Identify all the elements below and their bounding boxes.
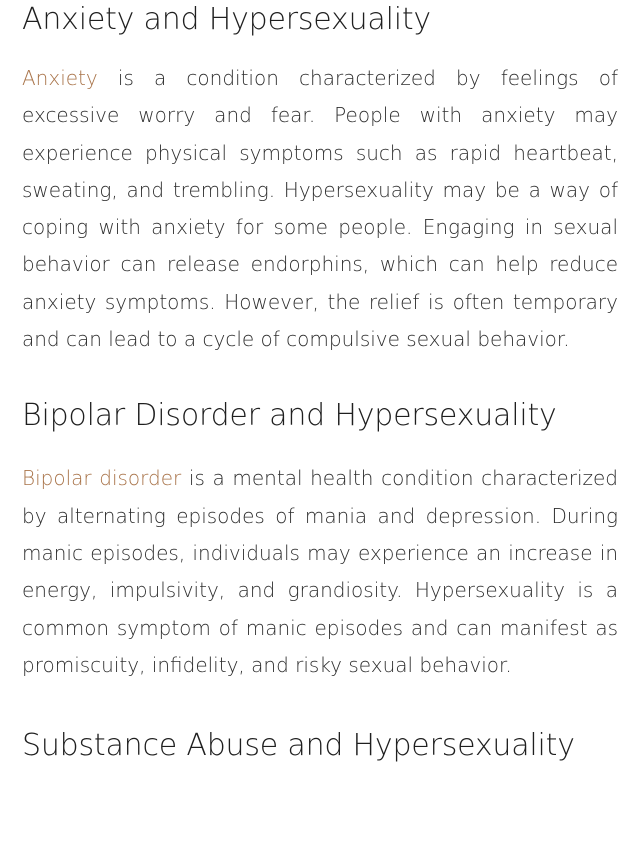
anxiety-link[interactable]: Anxiety bbox=[22, 66, 98, 90]
section-paragraph-bipolar bbox=[22, 460, 618, 684]
section-heading-anxiety: Anxiety and Hypersexuality bbox=[22, 2, 431, 37]
article-content bbox=[22, 0, 618, 766]
section-paragraph-anxiety bbox=[22, 60, 618, 358]
bipolar-disorder-link[interactable]: Bipolar disorder bbox=[22, 466, 182, 491]
section-heading-substance-abuse: Substance Abuse and Hypersexuality bbox=[22, 728, 575, 764]
paragraph-text: is a mental health condition characterized by alternating episodes of mania and depression. During manic episodes, individuals may experience an increase in energy, impulsivity, and grandiosity. Hypersexuality is a common symptom of manic episodes and can manifest as promiscuity, infidelity, and risky sexual behavior. bbox=[22, 466, 619, 677]
section-heading-bipolar: Bipolar Disorder and Hypersexuality bbox=[22, 398, 557, 434]
paragraph-text: is a condition characterized by feelings of excessive worry and fear. People with anxiety may experience physical symptoms such as rapid heartbeat, sweating, and trembling. Hypersexuality may be a way of coping with anxiety for some people. Engaging in sexual behavior can release endorphins, which can help reduce anxiety symptoms. However, the relief is often temporary and can lead to a cycle of compulsive sexual behavior. bbox=[22, 66, 618, 352]
